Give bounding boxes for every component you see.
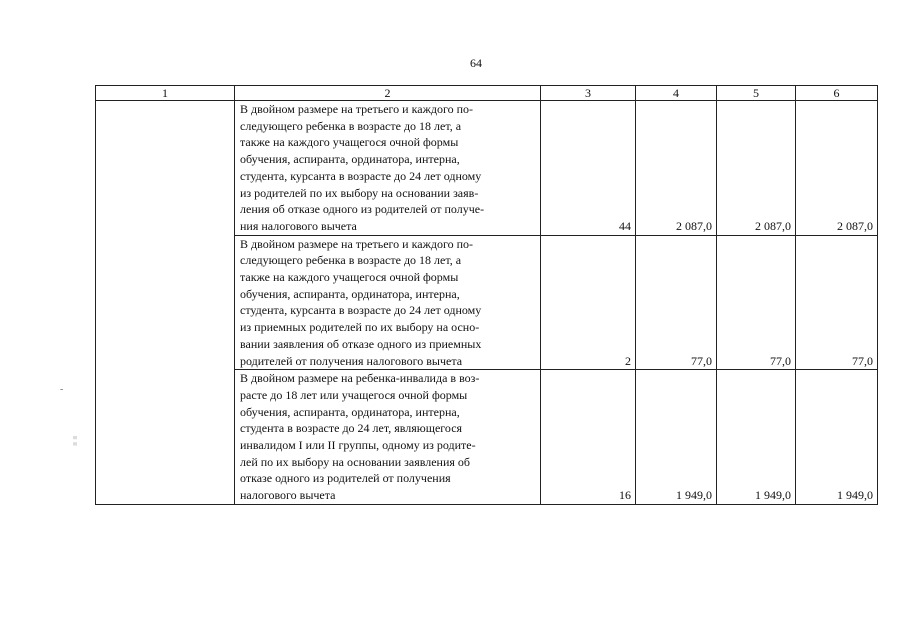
row-label-cell (96, 235, 235, 370)
description-line: также на каждого учащегося очной формы (240, 270, 459, 285)
description-line: обучения, аспиранта, ординатора, интерна, (240, 404, 460, 419)
table-row (96, 101, 878, 236)
description-line: отказе одного из родителей от получения (240, 471, 451, 486)
margin-bar-mark: ¦¦ (73, 435, 78, 446)
description-line: следующего ребенка в возрасте до 18 лет, а (240, 253, 462, 268)
column-header-2: 2 (235, 86, 541, 101)
description-line: родителей от получения налогового вычета (240, 353, 463, 368)
count-cell: 16 (541, 370, 636, 505)
description-line: вании заявления об отказе одного из приемных (240, 336, 482, 351)
column-header-1: 1 (96, 86, 235, 101)
document-table (95, 85, 878, 505)
description-line: из приемных родителей по их выбору на осно- (240, 320, 480, 335)
value-cell-col5: 1 949,0 (717, 370, 796, 505)
value-cell-col4: 2 087,0 (636, 101, 717, 236)
page-number: 64 (470, 56, 482, 70)
description-line: из родителей по их выбору на основании заяв- (240, 185, 479, 200)
column-header-6: 6 (796, 86, 878, 101)
count-cell: 44 (541, 101, 636, 236)
description-line: также на каждого учащегося очной формы (240, 135, 459, 150)
description-line: следующего ребенка в возрасте до 18 лет, а (240, 118, 462, 133)
description-line: инвалидом I или II группы, одному из родите- (240, 438, 476, 453)
value-cell-col6: 77,0 (796, 235, 878, 370)
margin-dash-mark: - (60, 384, 64, 395)
description-line: расте до 18 лет или учащегося очной формы (240, 387, 468, 402)
table-row (96, 235, 878, 370)
table-row (96, 370, 878, 505)
description-line: студента, курсанта в возрасте до 24 лет одному (240, 303, 482, 318)
value-cell-col4: 77,0 (636, 235, 717, 370)
description-cell (235, 370, 541, 505)
description-line: В двойном размере на ребенка-инвалида в воз- (240, 371, 480, 386)
row-label-cell (96, 101, 235, 236)
value-cell-col5: 77,0 (717, 235, 796, 370)
value-cell-col5: 2 087,0 (717, 101, 796, 236)
row-label-cell (96, 370, 235, 505)
description-line: В двойном размере на третьего и каждого по- (240, 102, 474, 116)
description-line: обучения, аспиранта, ординатора, интерна, (240, 152, 460, 167)
description-line: В двойном размере на третьего и каждого по- (240, 236, 474, 251)
column-number-header-row (96, 86, 878, 101)
column-header-4: 4 (636, 86, 717, 101)
description-cell (235, 101, 541, 236)
description-cell (235, 235, 541, 370)
description-line: ния налогового вычета (240, 218, 357, 233)
description-line: налогового вычета (240, 488, 336, 503)
description-line: ления об отказе одного из родителей от получе- (240, 202, 485, 217)
description-line: обучения, аспиранта, ординатора, интерна, (240, 286, 460, 301)
description-line: студента в возрасте до 24 лет, являющегося (240, 421, 463, 436)
value-cell-col6: 1 949,0 (796, 370, 878, 505)
column-header-5: 5 (717, 86, 796, 101)
column-header-3: 3 (541, 86, 636, 101)
description-line: студента, курсанта в возрасте до 24 лет одному (240, 168, 482, 183)
count-cell: 2 (541, 235, 636, 370)
description-line: лей по их выбору на основании заявления об (240, 454, 471, 469)
value-cell-col6: 2 087,0 (796, 101, 878, 236)
value-cell-col4: 1 949,0 (636, 370, 717, 505)
